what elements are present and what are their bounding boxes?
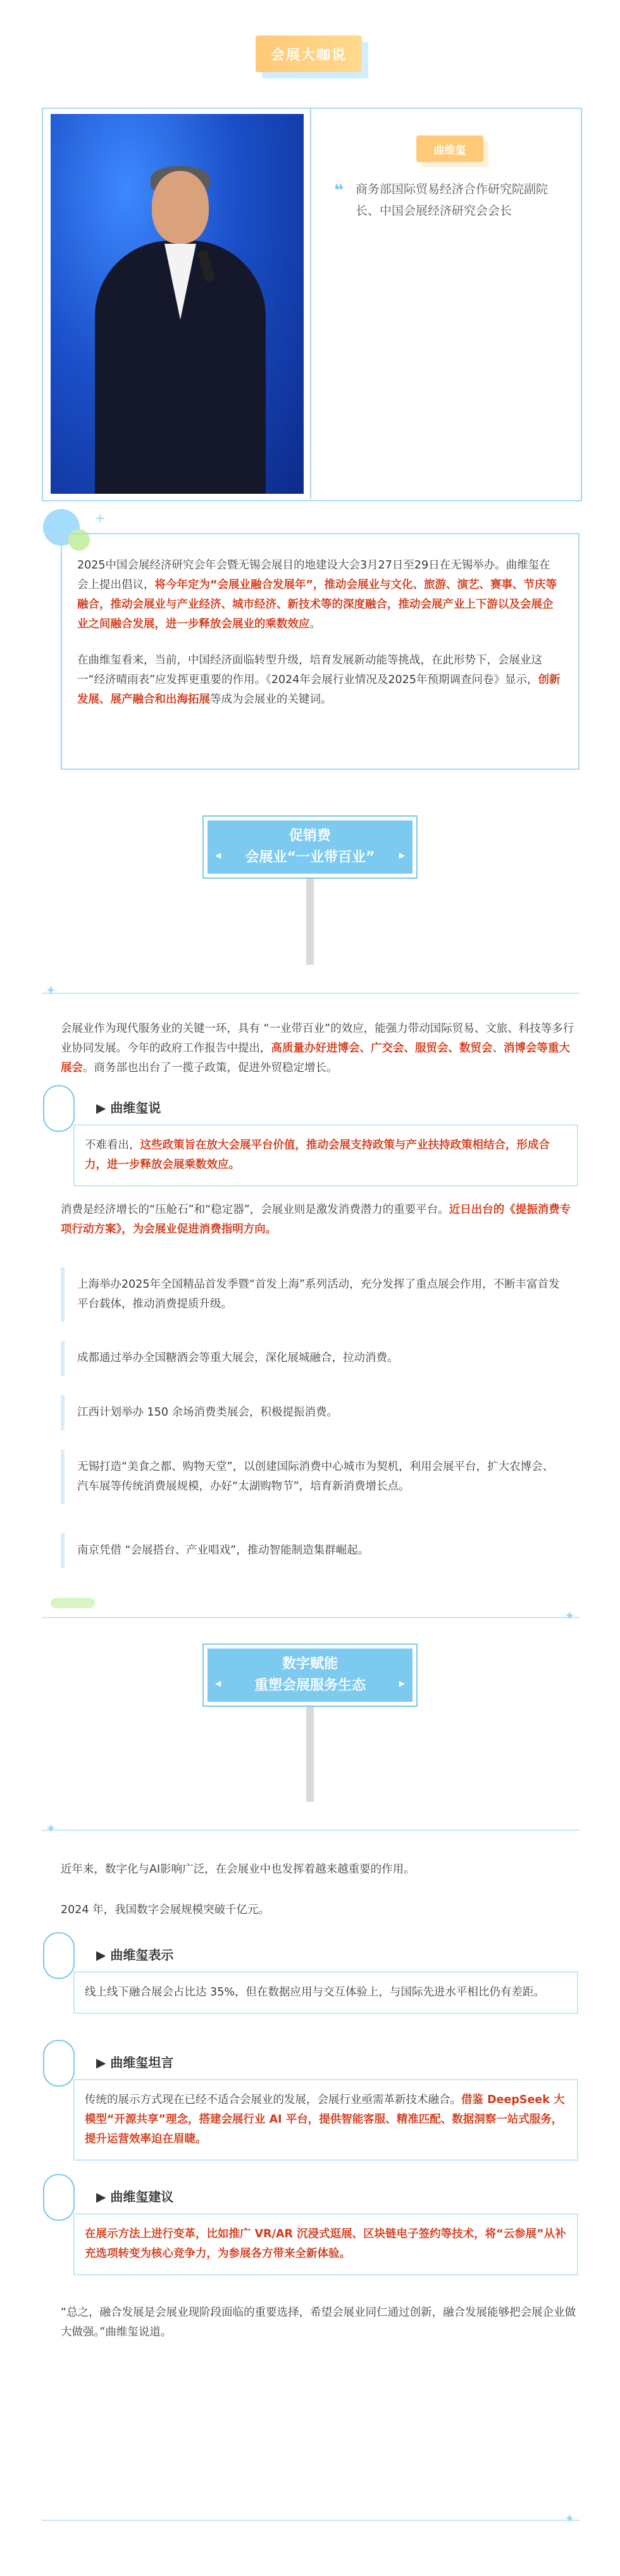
- section1-paragraph-2: 消费是经济增长的“压舱石”和“稳定器”，会展业则是激发消费潜力的重要平台。近日出台的《提振消费专项行动方案》，为会展业促进消费指明方向。: [61, 1203, 571, 1236]
- subhead-quwei-admitted: ▶ 曲维玺坦言: [96, 2055, 174, 2070]
- section1-paragraph: 会展业作为现代服务业的关键一环，具有 “一业带百业”的效应，能强力带动国际贸易、文旅、科技等多行业协同发展。今年的政府工作报告中提出，高质量办好进博会、广交会、服贸会、数贸会、消博会等重大展会。商务部也出台了一揽子政策，促进外贸稳定增长。: [61, 1022, 574, 1074]
- banner-pillar: [306, 1707, 314, 1802]
- sparkle-icon: +: [95, 510, 106, 525]
- divider-line: [42, 1830, 580, 1831]
- case-chengdu: 成都通过举办全国糖酒会等重大展会，深化展城融合，拉动消费。: [61, 1341, 577, 1376]
- subhead-quwei-says: ▶ 曲维玺说: [96, 1100, 161, 1115]
- banner-line1: 数字赋能: [282, 1656, 338, 1672]
- subhead-marker: [43, 1932, 75, 1979]
- closing-paragraph: “总之，融合发展是会展业现阶段面临的重要选择，希望会展业同仁通过创新，融合发展能够把会展企业做大做强。”曲维玺说道。: [61, 2306, 576, 2339]
- header-tag: 会展大咖说: [256, 35, 362, 72]
- quote-box: 线上线下融合展会占比达 35%，但在数据应用与交互体验上，与国际先进水平相比仍有差距。: [73, 1971, 578, 2014]
- subhead-quwei-stated: ▶ 曲维玺表示: [96, 1947, 174, 1963]
- case-shanghai: 上海举办2025年全国精品首发季暨“首发上海”系列活动，充分发挥了重点展会作用，不断丰富首发平台载体，推动消费提质升级。: [61, 1267, 577, 1322]
- quote-box: 不难看出，这些政策旨在放大会展平台价值，推动会展支持政策与产业扶持政策相结合，形成合力，进一步释放会展乘数效应。: [73, 1124, 578, 1186]
- section2-paragraph-1: 近年来，数字化与AI影响广泛，在会展业中也发挥着越来越重要的作用。: [61, 1863, 415, 1876]
- section2-paragraph-2: 2024 年，我国数字会展规模突破千亿元。: [61, 1904, 270, 1916]
- banner-line2: 重塑会展服务生态: [254, 1678, 366, 1693]
- quote-mark-icon: ❝: [334, 181, 344, 200]
- subhead-marker: [43, 2174, 75, 2221]
- sparkle-icon: ✦: [564, 2511, 575, 2526]
- quote-box: 传统的展示方式现在已经不适合会展业的发展，会展行业亟需革新技术融合。借鉴 DeepSeek 大模型“开源共享”理念，搭建会展行业 AI 平台，提供智能客服、精准匹配、数据洞察一站式服务，提升运营效率迫在眉睫。: [73, 2079, 578, 2161]
- case-wuxi: 无锡打造“美食之都、购物天堂”，以创建国际消费中心城市为契机，利用会展平台，扩大农博会、汽车展等传统消费展规模，办好“太湖购物节”，培育新消费增长点。: [61, 1450, 577, 1504]
- sparkle-icon: ✦: [564, 1608, 575, 1623]
- divider-line: [42, 993, 580, 994]
- subhead-marker: [43, 1085, 75, 1132]
- speaker-title: 商务部国际贸易经济合作研究院副院长、中国会展经济研究会会长: [356, 182, 549, 218]
- sparkle-icon: ✦: [46, 1821, 56, 1836]
- profile-divider: [310, 108, 311, 499]
- intro-text: 2025中国会展经济研究会年会暨无锡会展目的地建设大会3月27日至29日在无锡举办。曲维玺在会上提出倡议，将今年定为“会展业融合发展年”，推动会展业与文化、旅游、演艺、赛事、节庆等融合，推动会展业与产业经济、城市经济、新技术等的深度融合，推动会展产业上下游以及会展企业之间融合发展，进一步释放会展业的乘数效应。 在曲维玺看来，当前，中国经济面临转型升级，培育发展新动能等挑战，在此形势下，会展业这一“经济晴雨表”应发挥更重要的作用。《2024年会展行业情况及2025年预期调查问卷》显示，创新发展、展产融合和出海拓展等成为会展业的关键词。: [77, 559, 561, 706]
- section-banner-digital: ◀ 数字赋能 重塑会展服务生态 ▶: [202, 1643, 418, 1707]
- banner-line2: 会展业“一业带百业”: [245, 850, 375, 865]
- case-jiangxi: 江西计划举办 150 余场消费类展会，积极提振消费。: [61, 1395, 577, 1430]
- subhead-marker: [43, 2040, 75, 2087]
- divider-line: [42, 1617, 580, 1618]
- speaker-photo: [51, 114, 304, 494]
- banner-line1: 促销费: [288, 828, 331, 844]
- quote-box: 在展示方法上进行变革，比如推广 VR/AR 沉浸式逛展、区块链电子签约等技术，将“云参展”从补充选项转变为核心竞争力，为参展各方带来全新体验。: [73, 2213, 578, 2275]
- section-banner-consumption: ◀ 促销费 会展业“一业带百业” ▶: [202, 815, 418, 879]
- case-nanjing: 南京凭借 “会展搭台、产业唱戏”，推动智能制造集群崛起。: [61, 1533, 577, 1568]
- name-tag: 曲维玺: [416, 135, 483, 162]
- divider-line: [42, 2520, 580, 2521]
- subhead-quwei-suggests: ▶ 曲维玺建议: [96, 2189, 174, 2204]
- banner-pillar: [306, 879, 314, 965]
- sparkle-icon: ✦: [46, 983, 56, 998]
- green-bar-decoration: [51, 1598, 95, 1608]
